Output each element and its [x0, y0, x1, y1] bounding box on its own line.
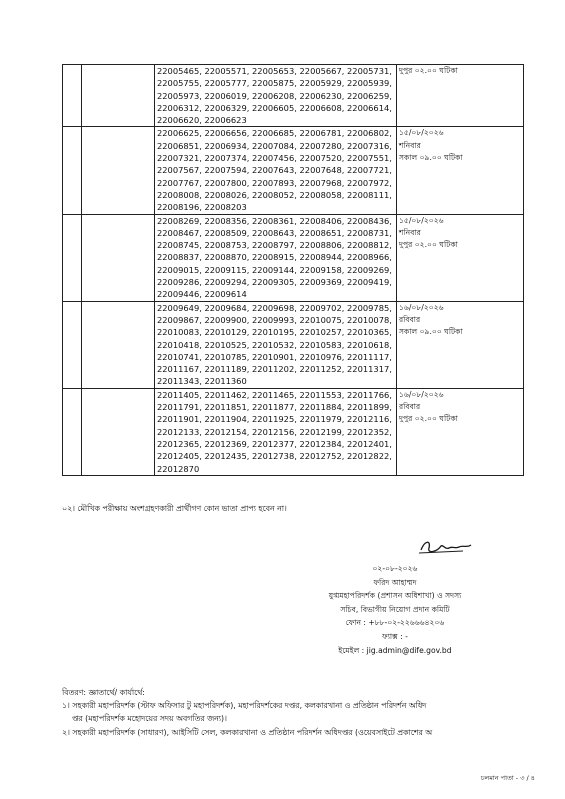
signatory-committee: সচিব, বিভাগীয় নিয়োগ প্রদান কমিটি	[340, 604, 450, 614]
schedule-cell	[397, 65, 524, 127]
roll-line: 22008467, 22008509, 22008643, 22008651, 22008731,	[157, 227, 392, 238]
roll-numbers-cell	[155, 65, 397, 127]
post-cell	[82, 65, 155, 127]
roll-numbers-cell	[155, 388, 397, 475]
serial-cell	[63, 214, 82, 301]
schedule-cell	[397, 127, 524, 214]
roll-line: 22010741, 22010785, 22010901, 22010976, 22011117,	[157, 351, 392, 362]
roll-line: 22006625, 22006656, 22006685, 22006781, 22006802,	[157, 128, 392, 139]
distribution-list	[62, 686, 522, 739]
post-cell	[82, 127, 155, 214]
roll-line: 22007321, 22007374, 22007456, 22007520, 22007551,	[157, 153, 392, 164]
table-row	[63, 388, 524, 475]
signature-mark	[415, 536, 475, 558]
distribution-item-continuation: প্তর (মহাপরিদর্শক মহোদয়ের সদয় অবগতির জন্য)।	[72, 714, 227, 724]
schedule-cell	[397, 301, 524, 388]
roll-line: 22009446, 22009614	[157, 289, 247, 300]
roll-line: 22008008, 22008026, 22008052, 22008058, 22008111,	[157, 189, 392, 200]
roll-line: 22005465, 22005571, 22005653, 22005667, 22005731,	[157, 66, 392, 76]
roll-line: 22011791, 22011851, 22011877, 22011884, 22011899,	[157, 402, 392, 413]
schedule-line: রবিবার	[399, 314, 421, 324]
roll-line: 22011167, 22011189, 22011202, 22011252, 22011317,	[157, 364, 392, 375]
roll-line: 22008837, 22008870, 22008915, 22008944, 22008966,	[157, 252, 392, 263]
page-footer: চলমান পাতা - ৩ / ৪	[480, 774, 535, 782]
distribution-item	[62, 699, 522, 726]
roll-line: 22009286, 22009294, 22009305, 22009369, 22009419,	[157, 277, 392, 288]
schedule-line: সকাল ০৯.০০ ঘটিকা	[399, 153, 463, 163]
schedule-line: দুপুর ০২.০০ ঘটিকা	[399, 240, 458, 250]
roll-line: 22011343, 22011360	[157, 376, 247, 387]
signatory-designation: যুগ্মমহাপরিদর্শক (প্রশাসন অধিশাখা) ও সদস্য	[328, 591, 462, 601]
distribution-item	[62, 726, 522, 739]
roll-line: 22008269, 22008356, 22008361, 22008406, 22008436,	[157, 215, 392, 226]
roll-numbers-cell	[155, 301, 397, 388]
post-cell	[82, 388, 155, 475]
table-row	[63, 127, 524, 214]
roll-line: 22008745, 22008753, 22008797, 22008806, 22008812,	[157, 240, 392, 251]
signatory-email: ইমেইল : jig.admin@dife.gov.bd	[338, 645, 452, 655]
roll-line: 22010083, 22010129, 22010195, 22010257, 22010365,	[157, 327, 392, 338]
roll-line: 22012870	[157, 463, 200, 474]
roll-line: 22007767, 22007800, 22007893, 22007968, 22007972,	[157, 177, 392, 188]
roll-numbers-cell	[155, 127, 397, 214]
serial-cell	[63, 388, 82, 475]
roll-line: 22009867, 22009900, 22009993, 22010075, 22010078,	[157, 314, 392, 325]
signatory-fax: ফ্যাক্স : -	[382, 631, 408, 641]
schedule-line: ১৫/০৮/২০২৬	[399, 215, 444, 225]
distribution-item-text: ১। সহকারী মহাপরিদর্শক (স্টাফ অফিসার টু মহাপরিদর্শক), মহাপরিদর্শকের দপ্তর, কলকারখানা ও প্রতিষ্ঠান পরিদর্শন অধিদ	[62, 701, 427, 710]
roll-line: 22010418, 22010525, 22010532, 22010583, 22010618,	[157, 339, 392, 350]
schedule-cell	[397, 214, 524, 301]
table-row	[63, 65, 524, 127]
schedule-line: রবিবার	[399, 402, 421, 412]
roll-line: 22007567, 22007594, 22007643, 22007648, 22007721,	[157, 165, 392, 176]
roll-schedule-table	[62, 64, 524, 476]
schedule-line: ১৬/০৮/২০২৬	[399, 389, 444, 399]
roll-line: 22008196, 22008203	[157, 202, 247, 213]
signatory-phone: ফোন : +৮৮-০২-২২৬৬৬৪২০৬	[345, 618, 445, 628]
signature-date: ০২-০৮-২০২৬	[372, 564, 418, 573]
roll-numbers-cell	[155, 214, 397, 301]
schedule-cell	[397, 388, 524, 475]
schedule-line: ১৬/০৮/২০২৬	[399, 302, 444, 312]
roll-line: 22006851, 22006934, 22007084, 22007280, 22007316,	[157, 140, 392, 151]
roll-line: 22011901, 22011904, 22011925, 22011979, 22012116,	[157, 414, 392, 425]
allowance-note: ০২। মৌখিক পরীক্ষায় অংশগ্রহণকারী প্রার্থীগণ কোন ভাতা প্রাপ্য হবেন না।	[62, 504, 287, 513]
signature-block	[300, 536, 490, 657]
roll-line: 22005973, 22006019, 22006208, 22006230, 22006259,	[157, 90, 392, 101]
serial-cell	[63, 65, 82, 127]
roll-line: 22006312, 22006329, 22006605, 22006608, 22006614,	[157, 102, 392, 113]
post-cell	[82, 214, 155, 301]
schedule-line: দুপুর ০২.০০ ঘটিকা	[399, 66, 458, 75]
post-cell	[82, 301, 155, 388]
schedule-line: শনিবার	[399, 227, 421, 237]
roll-line: 22009649, 22009684, 22009698, 22009702, 22009785,	[157, 302, 392, 313]
distribution-item-text: ২। সহকারী মহাপরিদর্শক (সাধারণ), আইসিটি সেল, কলকারখানা ও প্রতিষ্ঠান পরিদর্শন অধিদপ্তর (ওয়েবসাইটে প্রকাশের অ	[62, 727, 432, 737]
schedule-line: দুপুর ০২.০০ ঘটিকা	[399, 414, 458, 424]
table-row	[63, 214, 524, 301]
signatory-name: ফরিদ আহাম্মদ	[373, 577, 417, 587]
roll-line: 22012365, 22012369, 22012377, 22012384, 22012401,	[157, 438, 392, 449]
schedule-line: শনিবার	[399, 140, 421, 150]
serial-cell	[63, 301, 82, 388]
schedule-line: সকাল ০৯.০০ ঘটিকা	[399, 327, 463, 337]
distribution-title: বিতরণ: জ্ঞাতার্থে/ কার্যার্থে:	[62, 688, 145, 697]
roll-line: 22006620, 22006623	[157, 115, 247, 126]
roll-line: 22009015, 22009115, 22009144, 22009158, 22009269,	[157, 264, 392, 275]
roll-line: 22005755, 22005777, 22005875, 22005929, 22005939,	[157, 78, 392, 89]
roll-line: 22011405, 22011462, 22011465, 22011553, 22011766,	[157, 389, 392, 400]
table-row	[63, 301, 524, 388]
serial-cell	[63, 127, 82, 214]
roll-line: 22012405, 22012435, 22012738, 22012752, 22012822,	[157, 451, 392, 462]
roll-line: 22012133, 22012154, 22012156, 22012199, 22012352,	[157, 426, 392, 437]
schedule-line: ১৫/০৮/২০২৬	[399, 128, 444, 138]
